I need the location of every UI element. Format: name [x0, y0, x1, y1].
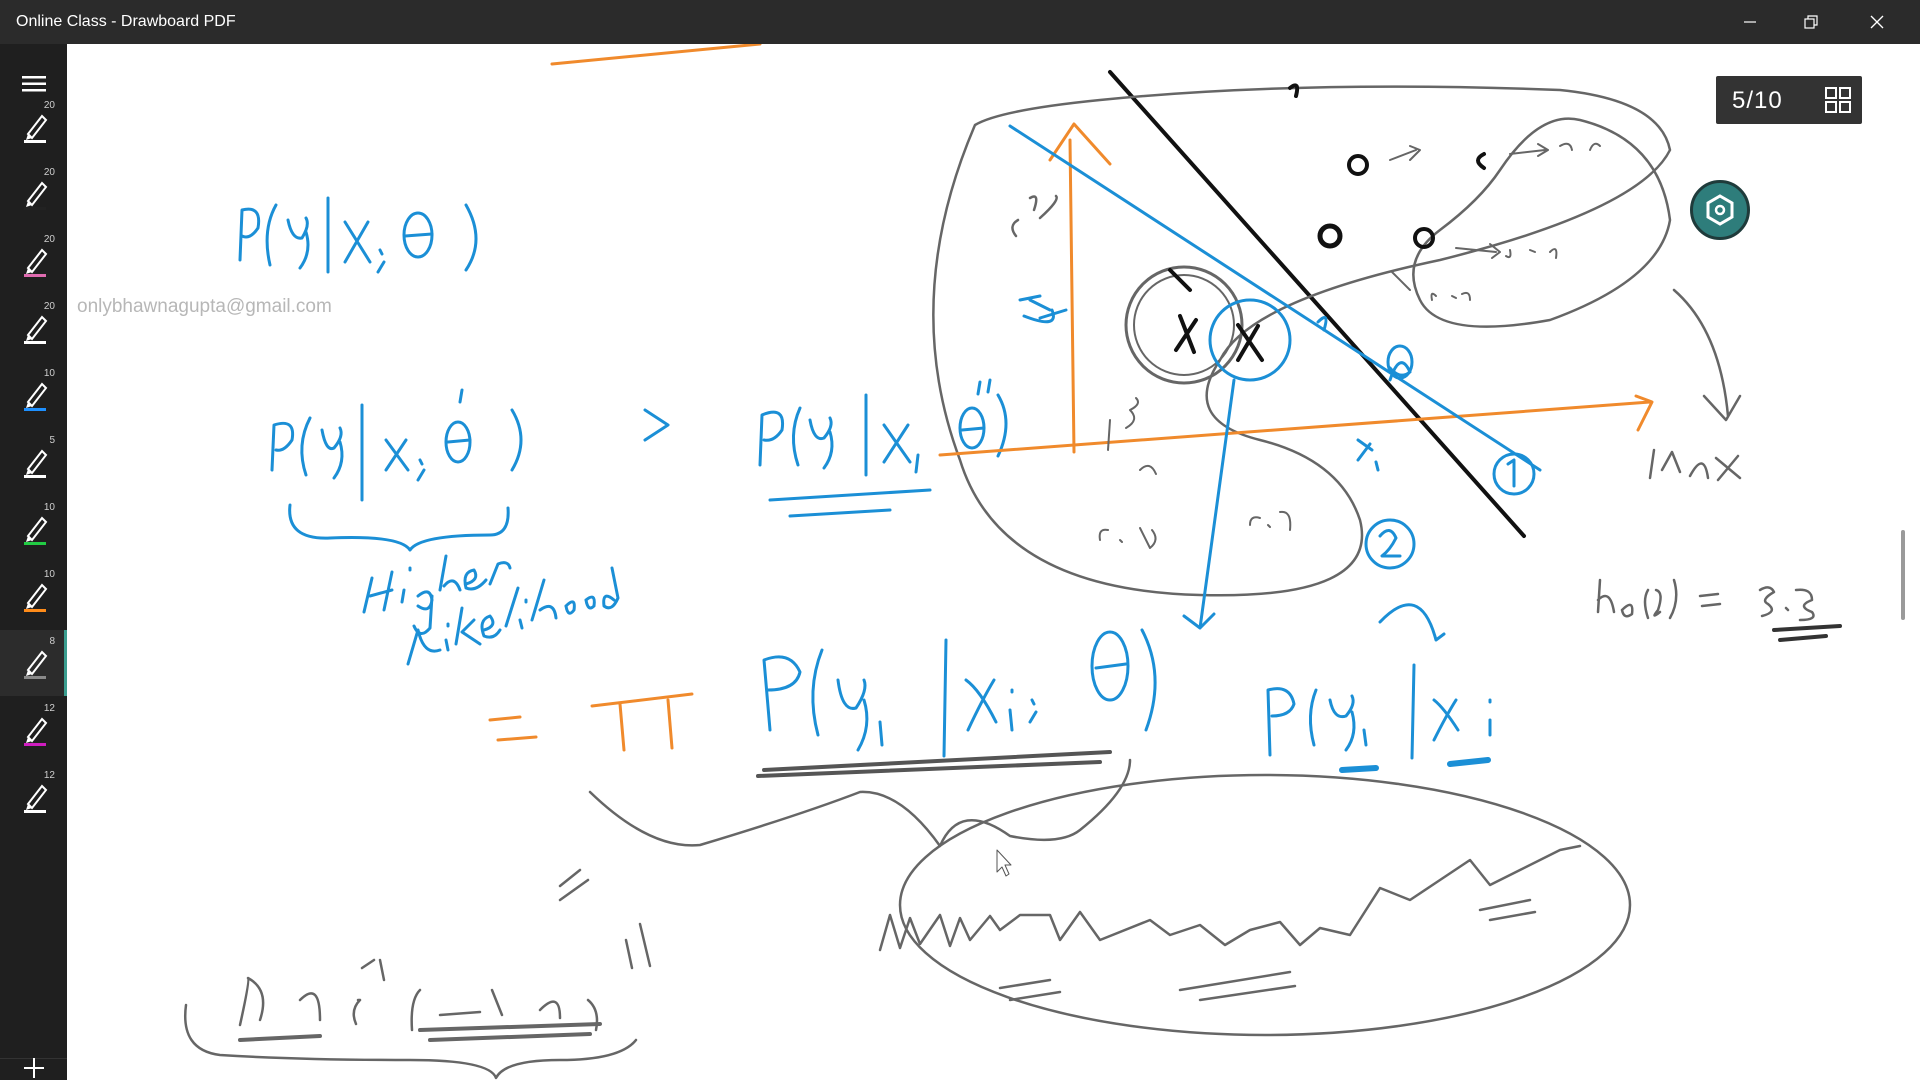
- formula-comparison: [272, 380, 1006, 664]
- plus-icon: [22, 1056, 46, 1080]
- close-button[interactable]: [1849, 0, 1905, 44]
- mouse-cursor: [997, 850, 1011, 876]
- page-indicator[interactable]: [1716, 76, 1862, 124]
- pen-tool[interactable]: [0, 161, 67, 227]
- pen-icon: [20, 443, 50, 479]
- pdf-canvas[interactable]: [67, 44, 1920, 1080]
- pen-icon: [20, 175, 50, 211]
- pen-size-label: 20: [43, 167, 55, 178]
- pen-icon: [20, 510, 50, 546]
- minimize-button[interactable]: [1722, 0, 1778, 44]
- handwriting-annotations: [67, 44, 1920, 1080]
- pen-size-label: 12: [43, 703, 55, 714]
- pen-size-label: 20: [43, 100, 55, 111]
- minimize-icon: [1743, 15, 1757, 29]
- window-title: Online Class - Drawboard PDF: [16, 13, 236, 30]
- title-bar: [0, 0, 1920, 44]
- pen-icon: [20, 376, 50, 412]
- pen-icon: [20, 309, 50, 345]
- pen-tool[interactable]: [0, 228, 67, 294]
- pen-icon: [20, 577, 50, 613]
- pen-tool[interactable]: [0, 630, 67, 696]
- pen-icon: [20, 778, 50, 814]
- pen-tool[interactable]: [0, 697, 67, 763]
- decision-boundary-diagram: [933, 72, 1840, 640]
- pen-size-label: 10: [43, 569, 55, 580]
- tool-sidebar: [0, 44, 67, 1080]
- pen-tool[interactable]: [0, 429, 67, 495]
- pen-icon: [20, 644, 50, 680]
- pen-tool[interactable]: [0, 94, 67, 160]
- grid-view-icon[interactable]: [1824, 86, 1852, 114]
- pen-icon: [20, 711, 50, 747]
- watermark-email: onlybhawnagupta@gmail.com: [77, 296, 332, 317]
- pen-size-label: 10: [43, 368, 55, 379]
- pen-size-label: 10: [43, 502, 55, 513]
- pen-icon: [20, 108, 50, 144]
- pen-tool[interactable]: [0, 496, 67, 562]
- formula-product: [490, 605, 1490, 776]
- pen-size-label: 8: [49, 636, 55, 647]
- hexagon-tool-icon: [1703, 193, 1737, 227]
- vertical-scrollbar[interactable]: [1901, 530, 1905, 620]
- pen-tool[interactable]: [0, 295, 67, 361]
- pen-tool[interactable]: [0, 362, 67, 428]
- maximize-annotation: [185, 760, 1630, 1078]
- page-number: 5/10: [1732, 87, 1783, 114]
- pen-size-label: 20: [43, 301, 55, 312]
- restore-icon: [1804, 15, 1818, 29]
- pen-tool[interactable]: [0, 563, 67, 629]
- pen-size-label: 12: [43, 770, 55, 781]
- add-pen-button[interactable]: [14, 1048, 54, 1088]
- pen-size-label: 20: [43, 234, 55, 245]
- pen-tool[interactable]: [0, 764, 67, 830]
- floating-tool-button[interactable]: [1690, 180, 1750, 240]
- formula-likelihood: [240, 198, 476, 272]
- hamburger-icon: [22, 74, 46, 94]
- pen-icon: [20, 242, 50, 278]
- pen-size-label: 5: [49, 435, 55, 446]
- close-icon: [1870, 15, 1884, 29]
- restore-button[interactable]: [1783, 0, 1839, 44]
